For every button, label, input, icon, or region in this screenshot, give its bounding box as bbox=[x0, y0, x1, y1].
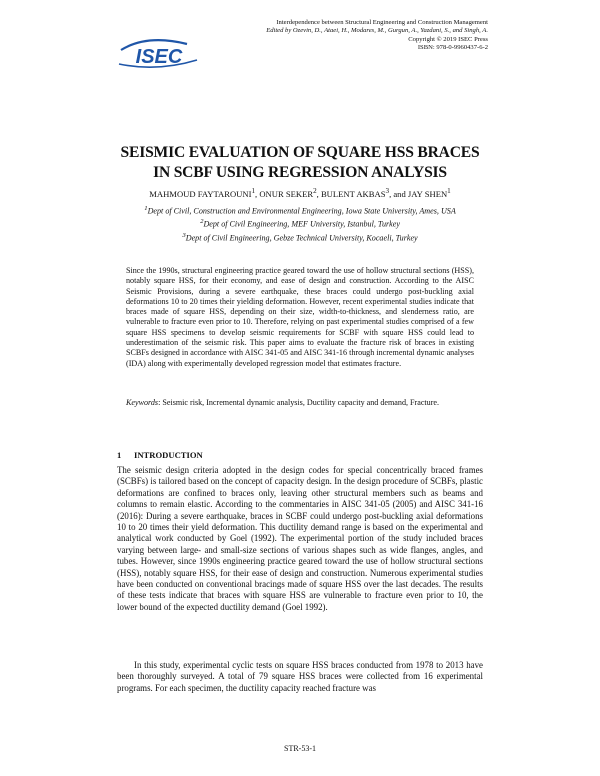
section-title: INTRODUCTION bbox=[134, 450, 203, 460]
author-sup: 1 bbox=[447, 187, 451, 195]
author-list bbox=[0, 187, 600, 199]
affiliation bbox=[120, 231, 480, 244]
keywords bbox=[126, 398, 474, 408]
author-name: , and JAY SHEN bbox=[389, 188, 448, 199]
header-line: Interdependence between Structural Engineering and Construction Management bbox=[276, 19, 488, 26]
affiliation bbox=[120, 217, 480, 230]
section-heading bbox=[117, 450, 203, 460]
title-line-2: IN SCBF USING REGRESSION ANALYSIS bbox=[153, 164, 447, 181]
paper-title bbox=[0, 143, 600, 183]
affiliation-text: Dept of Civil Engineering, MEF University, Istanbul, Turkey bbox=[203, 219, 400, 229]
abstract: Since the 1990s, structural engineering practice geared toward the use of hollow structural sections (HSS), notably square HSS, for their economy, and ease of design and construction. According to the AISC Seismic Provisions, during a severe earthquake, these braces could undergo post-buckling axial deformations 10 to 20 times their yielding deformation. However, recent experimental studies indicate that braces made of square HSS, depending on their size, width-to-thickness, and slenderness ratio, are vulnerable to fracture even prior to 10. Therefore, relying on past experimental studies comprised of a few square HSS specimens to develop seismic requirements for SCBF with square HSS could lead to underestimation of the seismic risk. This paper aims to evaluate the fracture risk of braces in existing SCBFs designed in accordance with AISC 341-05 and AISC 341-16 through incremental dynamic analyses (IDA) along with experimentally developed regression model that estimates fracture. bbox=[126, 266, 474, 368]
logo-text: ISEC bbox=[135, 46, 183, 68]
affiliation-text: Dept of Civil, Construction and Environmental Engineering, Iowa State University, Ames, USA bbox=[147, 206, 456, 216]
author-name: , BULENT AKBAS bbox=[316, 188, 386, 199]
body-paragraph: The seismic design criteria adopted in the design codes for special concentrically braced frames (SCBFs) is tailored based on the concept of capacity design. In the design procedure of SCBFs, plastic deformations are confined to braces only, leaving other structural members such as beams and columns to remain elastic. According to the commentaries in AISC 341-05 (2005) and AISC 341-16 (2016): During a severe earthquake, braces in SCBF could undergo post-buckling axial deformations 10 to 20 times their yield deformation. This ductility demand range is based on the experimental and analytical work conducted by Goel (1992). The experimental portion of the study included braces varying between large- and small-size sections of various shapes such as wide flanges, angles, and tubes. However, since 1990s engineering practice geared toward the use of hollow structural sections (HSS), notably square HSS, for their ease of design and construction. Numerous experimental studies have been conducted on conventional bracings made of square HSS over the last decades. The results of these tests indicate that braces with square HSS are vulnerable to fracture even prior to 10, the lower bound of the expected ductility demand (Goel 1992). bbox=[117, 465, 483, 612]
affiliation-sup: 1 bbox=[144, 205, 148, 212]
author-name: MAHMOUD FAYTAROUNI bbox=[149, 188, 252, 199]
author-sup: 1 bbox=[251, 187, 256, 195]
author-sup: 2 bbox=[313, 187, 317, 195]
header-line: Edited by Ozevin, D., Ataei, H., Modares, M., Gurgun, A., Yazdani, S., and Singh, A. bbox=[266, 27, 488, 35]
header-line: Copyright © 2019 ISEC Press bbox=[408, 35, 488, 43]
affiliation-sup: 2 bbox=[200, 218, 204, 226]
affiliation-sup: 3 bbox=[182, 231, 186, 239]
body-paragraph: In this study, experimental cyclic tests on square HSS braces conducted from 1978 to 2013 have been thoroughly surveyed. A total of 79 square HSS braces were collected from 16 experimental programs. For each specimen, the ductility capacity reached fracture was bbox=[117, 660, 483, 693]
author-sup: 3 bbox=[385, 187, 390, 195]
author-name: , ONUR SEKER bbox=[255, 188, 314, 199]
affiliation-text: Dept of Civil Engineering, Gebze Technical University, Kocaeli, Turkey bbox=[185, 233, 418, 243]
title-line-1: SEISMIC EVALUATION OF SQUARE HSS BRACES bbox=[120, 144, 480, 161]
section-number: 1 bbox=[117, 450, 122, 460]
affiliations bbox=[120, 204, 480, 244]
publication-header bbox=[158, 19, 488, 52]
header-line: ISBN: 978-0-9960437-6-2 bbox=[417, 43, 488, 51]
affiliation bbox=[120, 204, 480, 217]
page-number: STR-53-1 bbox=[284, 744, 316, 753]
keywords-text: : Seismic risk, Incremental dynamic analysis, Ductility capacity and demand, Fracture. bbox=[158, 398, 440, 407]
keywords-label: Keywords bbox=[126, 398, 159, 407]
